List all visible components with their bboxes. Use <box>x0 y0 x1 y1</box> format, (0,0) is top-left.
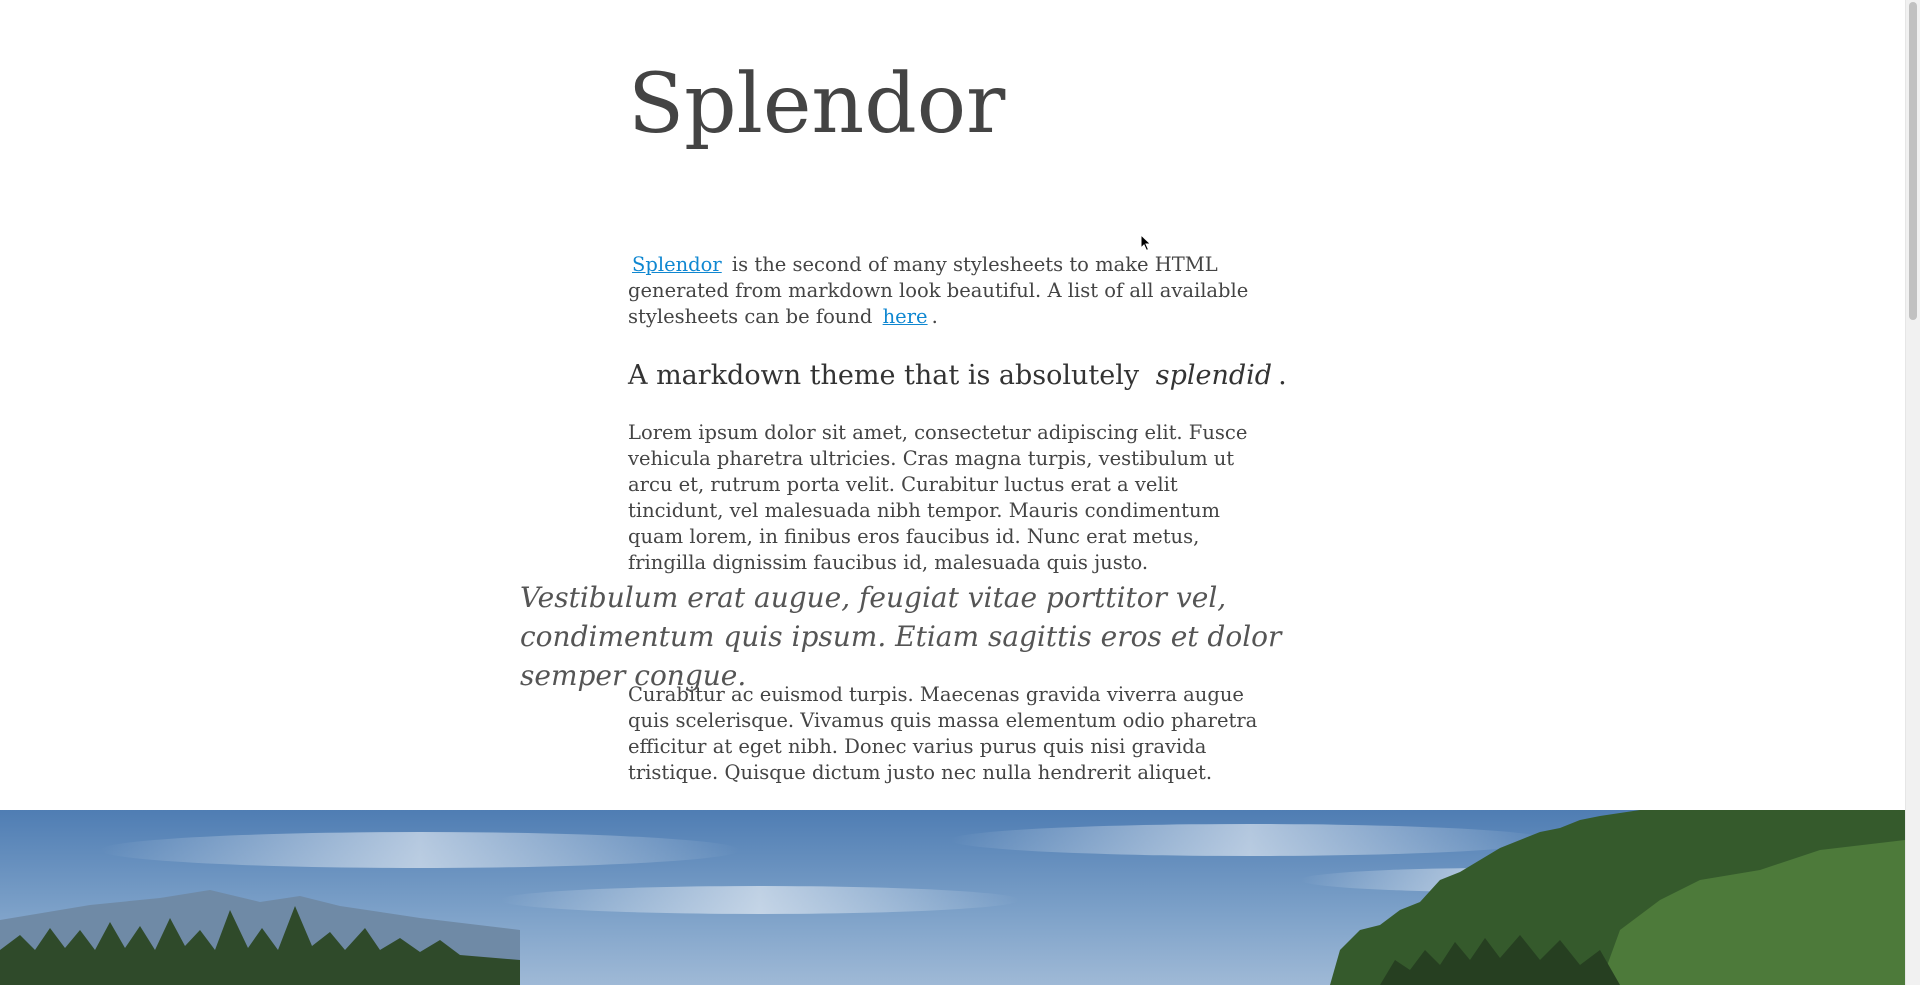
lorem-paragraph: Lorem ipsum dolor sit amet, consectetur adipiscing elit. Fusce vehicula pharetra ultricies. Cras magna turpis, vestibulum ut arcu et, rutrum porta velit. Curabitur luctus erat a velit tincidunt, vel malesuada nibh tempor. Mauris condimentum quam lorem, in finibus eros faucibus id. Nunc erat metus, fringilla dignissim faucibus id, malesuada quis justo. <box>628 421 1248 574</box>
scrollbar-thumb[interactable] <box>1909 2 1917 320</box>
page-title: Splendor <box>628 57 1006 152</box>
subheading-period: . <box>1278 360 1287 391</box>
subheading-emphasis: splendid <box>1155 360 1273 391</box>
mouse-pointer-icon <box>1140 234 1152 252</box>
stylesheets-list-link[interactable]: here <box>882 305 928 328</box>
splendor-link[interactable]: Splendor <box>632 253 722 276</box>
landscape-image <box>0 810 1905 985</box>
vertical-scrollbar[interactable] <box>1905 0 1920 985</box>
intro-text: is the second of many stylesheets to make HTML generated from markdown look beautiful. A list of all available stylesheets can be found <box>628 253 1249 328</box>
intro-paragraph <box>628 252 1268 330</box>
curabitur-paragraph: Curabitur ac euismod turpis. Maecenas gravida viverra augue quis scelerisque. Vivamus quis massa elementum odio pharetra efficitur at eget nibh. Donec varius purus quis nisi gravida tristique. Quisque dictum justo nec nulla hendrerit aliquet. <box>628 683 1258 784</box>
subheading-text: A markdown theme that is absolutely <box>628 360 1148 391</box>
subheading <box>628 356 1287 396</box>
blockquote: Vestibulum erat augue, feugiat vitae porttitor vel, condimentum quis ipsum. Etiam sagittis eros et dolor semper congue. <box>520 581 1282 692</box>
intro-period: . <box>931 305 938 328</box>
